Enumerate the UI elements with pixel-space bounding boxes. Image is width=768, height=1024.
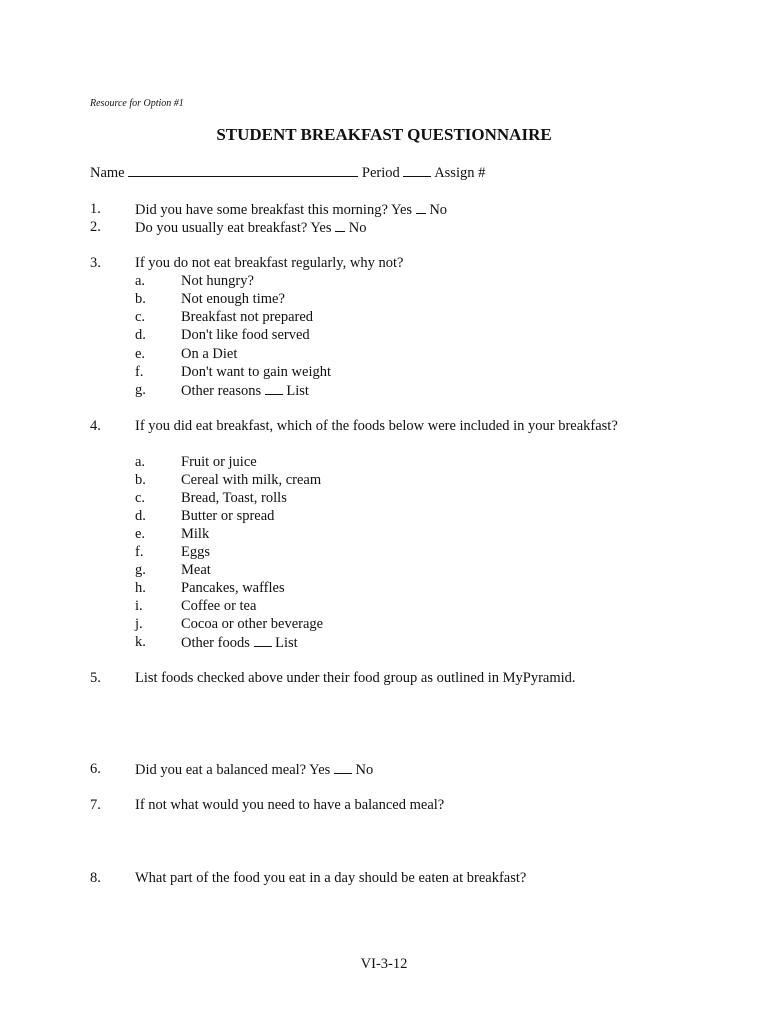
q6-prompt: Did you eat a balanced meal? Yes <box>135 762 331 778</box>
q8-number: 8. <box>90 870 101 886</box>
q7-number: 7. <box>90 797 101 813</box>
q3-option-letter: g. <box>135 382 146 398</box>
q3-option-other <box>181 381 309 400</box>
q4-option-letter: d. <box>135 508 146 524</box>
q4-option: Cocoa or other beverage <box>181 616 324 632</box>
q3-option-letter: a. <box>135 273 146 289</box>
q3-option: Don't like food served <box>181 327 310 343</box>
q4-number: 4. <box>90 418 101 434</box>
q3-option: Breakfast not prepared <box>181 309 314 325</box>
q4-option: Coffee or tea <box>181 598 257 614</box>
q4-option: Eggs <box>181 544 210 560</box>
q3-option: On a Diet <box>181 346 238 362</box>
q4-option-letter: b. <box>135 472 146 488</box>
q4-option-letter: k. <box>135 634 146 650</box>
q4-option-other <box>181 633 298 652</box>
q3-option: Not hungry? <box>181 273 254 289</box>
q4-other-list: List <box>275 635 298 651</box>
period-blank[interactable] <box>403 163 431 177</box>
q2-prompt: Do you usually eat breakfast? Yes <box>135 220 332 236</box>
name-label: Name <box>90 165 125 181</box>
q1-number: 1. <box>90 201 101 217</box>
q5-number: 5. <box>90 670 101 686</box>
q4-option: Bread, Toast, rolls <box>181 490 287 506</box>
page-footer: VI-3-12 <box>360 956 408 972</box>
header-line <box>90 163 485 182</box>
q1-no: No <box>429 202 448 218</box>
q3-option: Not enough time? <box>181 291 285 307</box>
q2-blank[interactable] <box>335 218 345 232</box>
assign-label: Assign # <box>434 165 486 181</box>
page-title: STUDENT BREAKFAST QUESTIONNAIRE <box>216 125 552 144</box>
q4-option-letter: e. <box>135 526 146 542</box>
q4-option-letter: a. <box>135 454 146 470</box>
q4-option: Fruit or juice <box>181 454 257 470</box>
q1-prompt: Did you have some breakfast this morning? Yes <box>135 202 413 218</box>
q4-option: Pancakes, waffles <box>181 580 285 596</box>
q3-option-letter: f. <box>135 364 144 380</box>
q3-option-letter: b. <box>135 291 146 307</box>
q3-other-blank[interactable] <box>265 381 283 395</box>
q1-text <box>135 200 447 219</box>
q3-option: Don't want to gain weight <box>181 364 332 380</box>
q4-option: Milk <box>181 526 210 542</box>
q5-text: List foods checked above under their food group as outlined in MyPyramid. <box>135 670 576 686</box>
q3-number: 3. <box>90 255 101 271</box>
q3-option-letter: d. <box>135 327 146 343</box>
resource-label: Resource for Option #1 <box>90 98 184 109</box>
q1-blank[interactable] <box>416 200 426 214</box>
q4-option: Butter or spread <box>181 508 275 524</box>
q6-no: No <box>355 762 374 778</box>
q2-no: No <box>348 220 367 236</box>
name-blank[interactable] <box>128 163 358 177</box>
q6-number: 6. <box>90 761 101 777</box>
q4-option-letter: h. <box>135 580 146 596</box>
q8-text: What part of the food you eat in a day should be eaten at breakfast? <box>135 870 527 886</box>
q3-option-letter: c. <box>135 309 146 325</box>
q3-text: If you do not eat breakfast regularly, why not? <box>135 255 404 271</box>
q4-option: Meat <box>181 562 211 578</box>
q3-option-letter: e. <box>135 346 146 362</box>
q3-other-label: Other reasons <box>181 383 262 399</box>
q4-option-letter: c. <box>135 490 146 506</box>
q2-text <box>135 218 367 237</box>
q4-option: Cereal with milk, cream <box>181 472 322 488</box>
q7-text: If not what would you need to have a balanced meal? <box>135 797 445 813</box>
q4-other-blank[interactable] <box>254 633 272 647</box>
q4-text: If you did eat breakfast, which of the foods below were included in your breakfast? <box>135 418 618 434</box>
q4-other-label: Other foods <box>181 635 250 651</box>
q4-option-letter: j. <box>135 616 143 632</box>
period-label: Period <box>361 165 400 181</box>
q3-other-list: List <box>286 383 309 399</box>
q4-option-letter: g. <box>135 562 146 578</box>
q6-blank[interactable] <box>334 760 352 774</box>
q4-option-letter: i. <box>135 598 143 614</box>
q2-number: 2. <box>90 219 101 235</box>
q6-text <box>135 760 373 779</box>
q4-option-letter: f. <box>135 544 144 560</box>
